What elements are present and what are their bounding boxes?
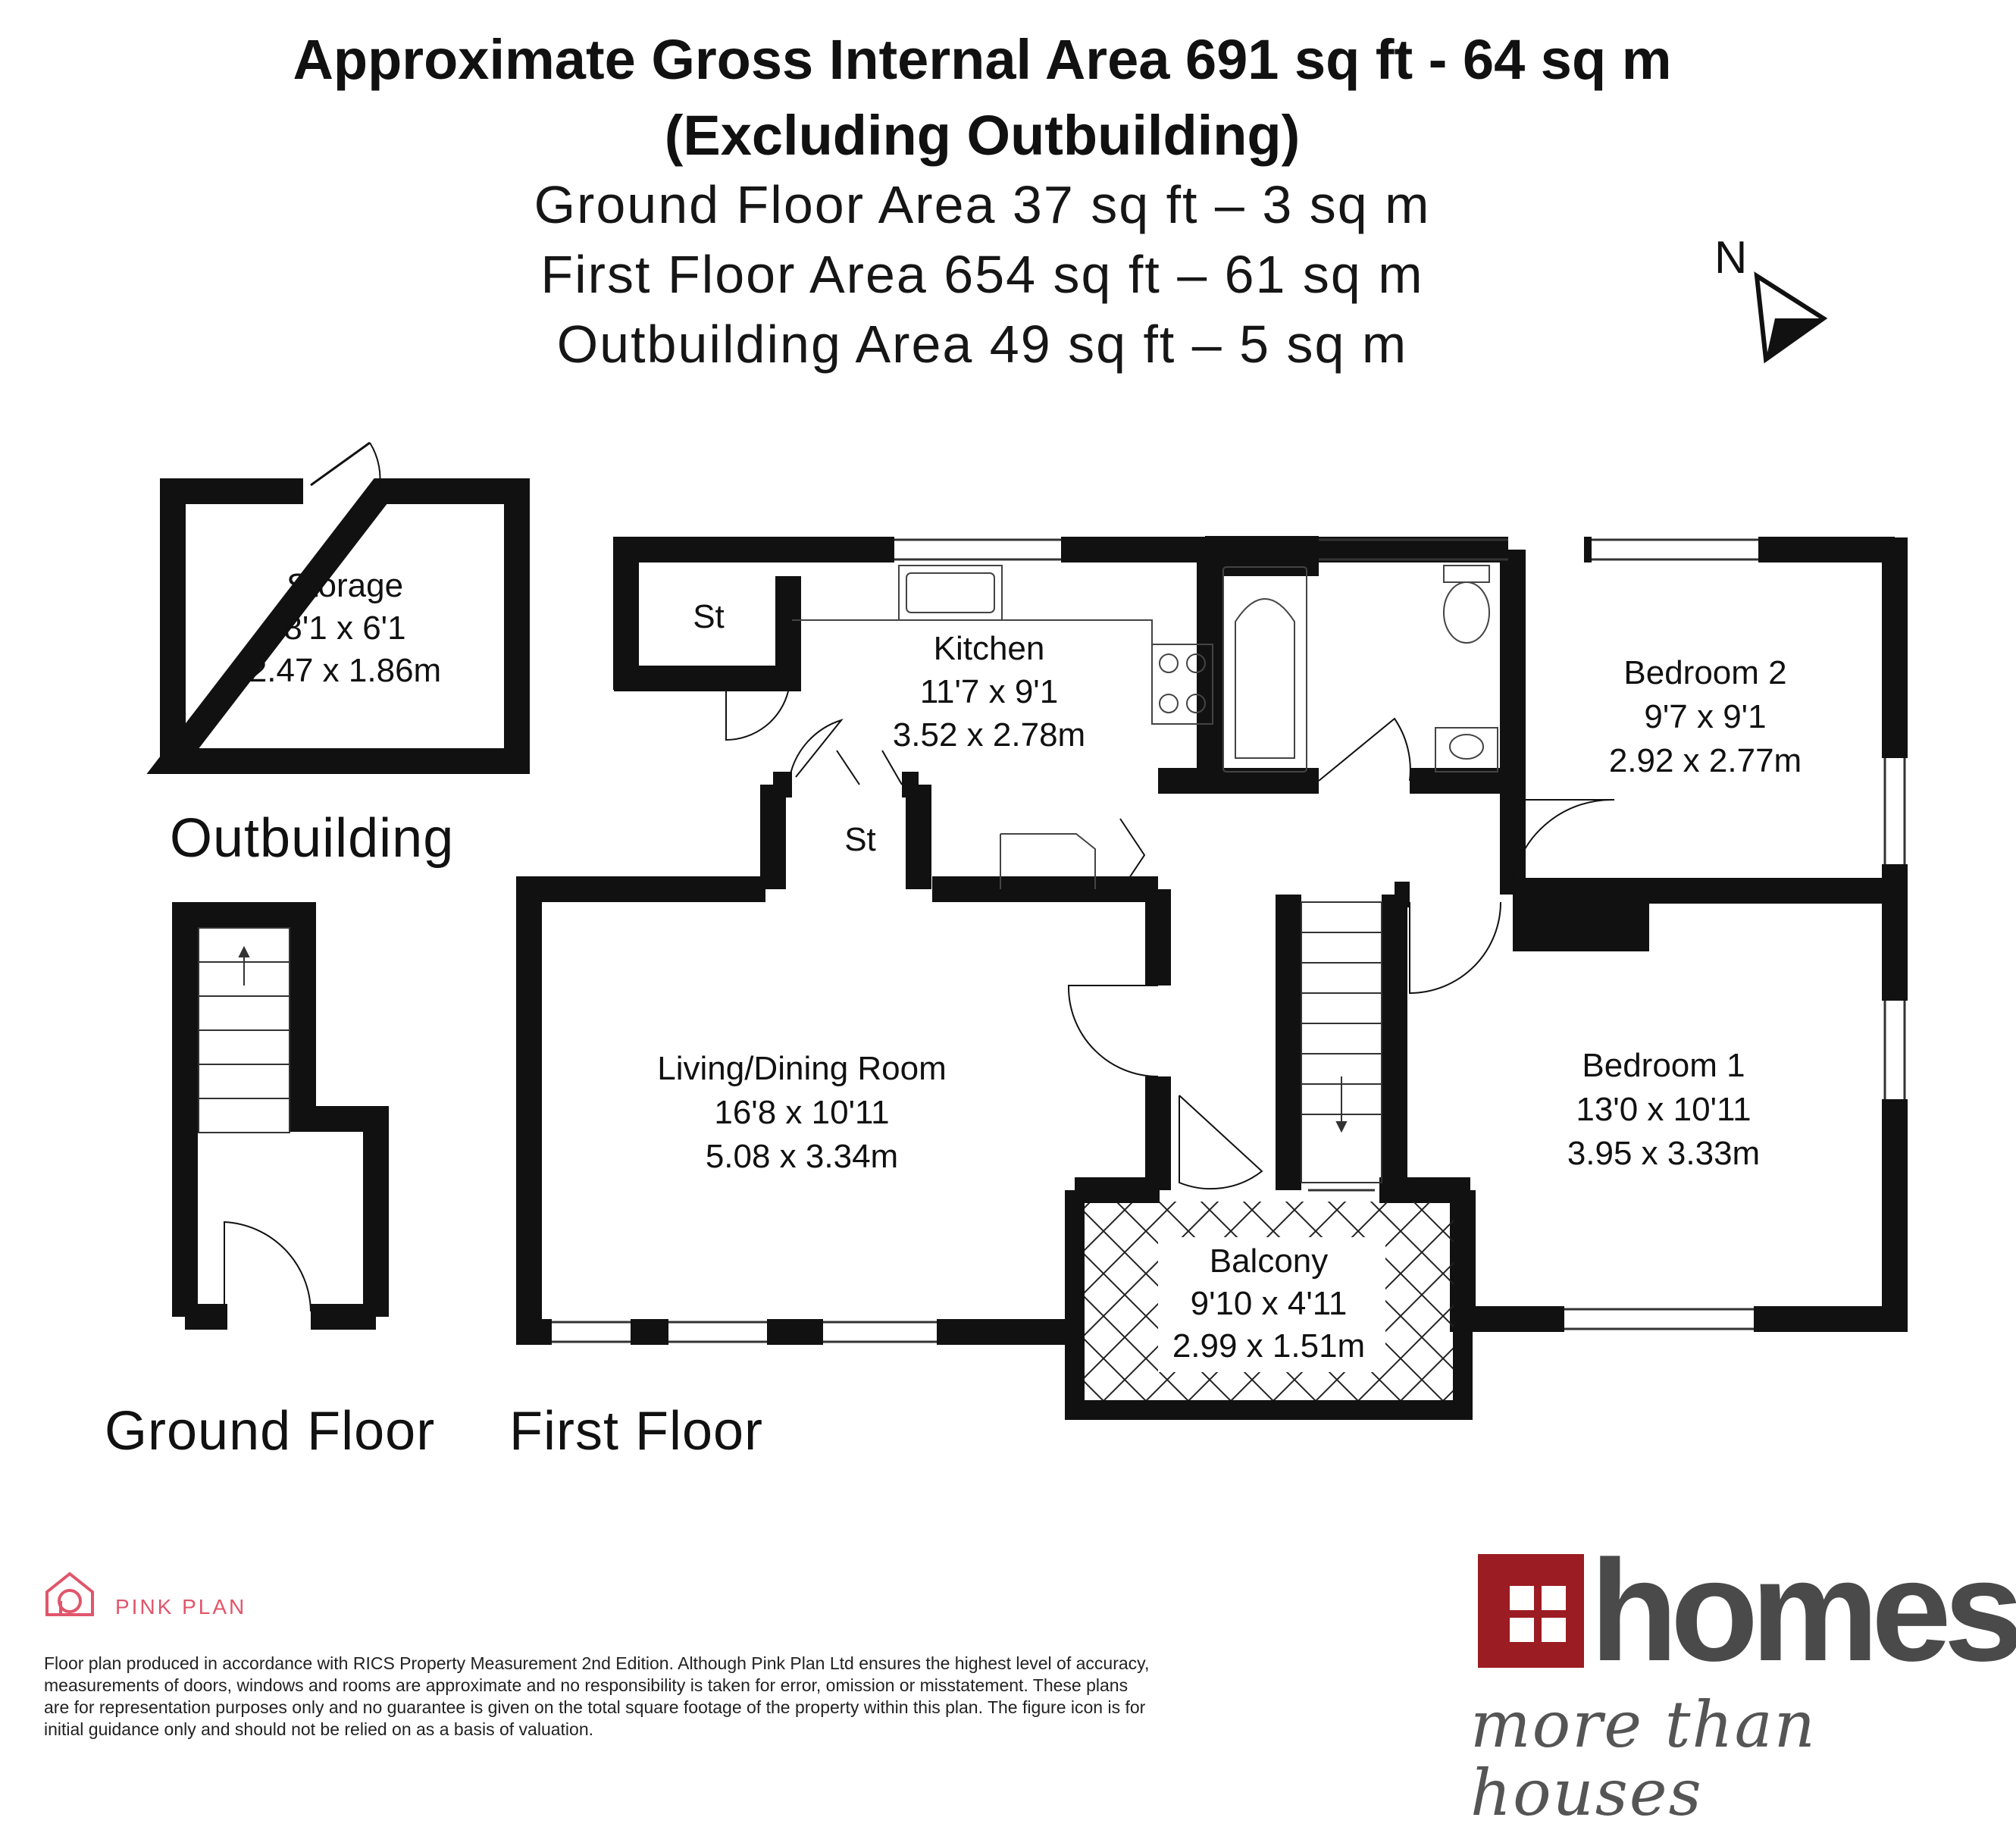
door-icon bbox=[224, 1222, 311, 1317]
st-mid-label: St bbox=[844, 821, 876, 858]
bedroom2-name: Bedroom 2 bbox=[1623, 654, 1787, 691]
st-top-label: St bbox=[693, 598, 725, 635]
outbuilding-plan bbox=[173, 443, 517, 774]
room-labels bbox=[249, 567, 1802, 1372]
area-title: Approximate Gross Internal Area 691 sq ft - 64 sq m bbox=[293, 28, 1672, 91]
compass-label: N bbox=[1714, 232, 1748, 283]
ground-floor-label: Ground Floor bbox=[105, 1401, 436, 1462]
homes-logo-icon bbox=[1478, 1554, 1584, 1668]
balcony-imperial: 9'10 x 4'11 bbox=[1190, 1285, 1348, 1322]
living-name: Living/Dining Room bbox=[657, 1050, 947, 1087]
bedroom1-name: Bedroom 1 bbox=[1582, 1047, 1745, 1084]
north-arrow-icon bbox=[1714, 232, 1823, 359]
storage-name: Storage bbox=[286, 567, 404, 604]
pink-plan-logo-icon bbox=[47, 1574, 92, 1615]
pink-plan-brand: PINK PLAN bbox=[115, 1595, 247, 1618]
balcony-labels bbox=[1158, 1237, 1385, 1372]
door-icon bbox=[311, 443, 370, 485]
storage-imperial: 8'1 x 6'1 bbox=[283, 609, 406, 647]
bathroom-fittings-icon bbox=[1223, 566, 1498, 772]
outbuilding-area: Outbuilding Area 49 sq ft – 5 sq m bbox=[556, 315, 1408, 374]
bedroom1-metric: 3.95 x 3.33m bbox=[1567, 1135, 1761, 1172]
balcony-name: Balcony bbox=[1209, 1242, 1329, 1280]
ground-floor-area: Ground Floor Area 37 sq ft – 3 sq m bbox=[534, 175, 1431, 234]
kitchen-imperial: 11'7 x 9'1 bbox=[919, 673, 1059, 710]
disclaimer-text: Floor plan produced in accordance with RICS Property Measurement 2nd Edition. Although Pink Plan Ltd ensures the highest level of accuracy, measurements of doors, windows and rooms are approximate and no responsibility is taken for error, omission or misstatement. These plans are for representation purposes only and no guarantee is given on the total square footage of the property within this plan. The figure icon is for initial guidance only and should not be relied on as a basis of valuation. bbox=[44, 1653, 1150, 1739]
living-imperial: 16'8 x 10'11 bbox=[714, 1094, 890, 1131]
stairs-icon bbox=[1301, 902, 1382, 1183]
homes-logo-word: homes bbox=[1590, 1531, 2016, 1691]
first-floor-area: First Floor Area 654 sq ft – 61 sq m bbox=[540, 245, 1424, 304]
kitchen-name: Kitchen bbox=[933, 630, 1045, 667]
bedroom2-metric: 2.92 x 2.77m bbox=[1608, 742, 1802, 779]
first-floor-label: First Floor bbox=[509, 1401, 763, 1462]
homes-tagline: more than houses bbox=[1470, 1687, 1817, 1830]
balcony-metric: 2.99 x 1.51m bbox=[1172, 1327, 1366, 1365]
bedroom1-imperial: 13'0 x 10'11 bbox=[1576, 1091, 1751, 1128]
storage-metric: 2.47 x 1.86m bbox=[248, 652, 442, 689]
kitchen-metric: 3.52 x 2.78m bbox=[892, 716, 1086, 754]
ground-floor-plan bbox=[185, 915, 376, 1317]
stairs-icon bbox=[199, 928, 290, 1133]
outbuilding-label: Outbuilding bbox=[170, 808, 455, 869]
area-subtitle: (Excluding Outbuilding) bbox=[664, 104, 1301, 167]
bedroom2-imperial: 9'7 x 9'1 bbox=[1644, 698, 1767, 735]
living-metric: 5.08 x 3.34m bbox=[705, 1138, 899, 1175]
